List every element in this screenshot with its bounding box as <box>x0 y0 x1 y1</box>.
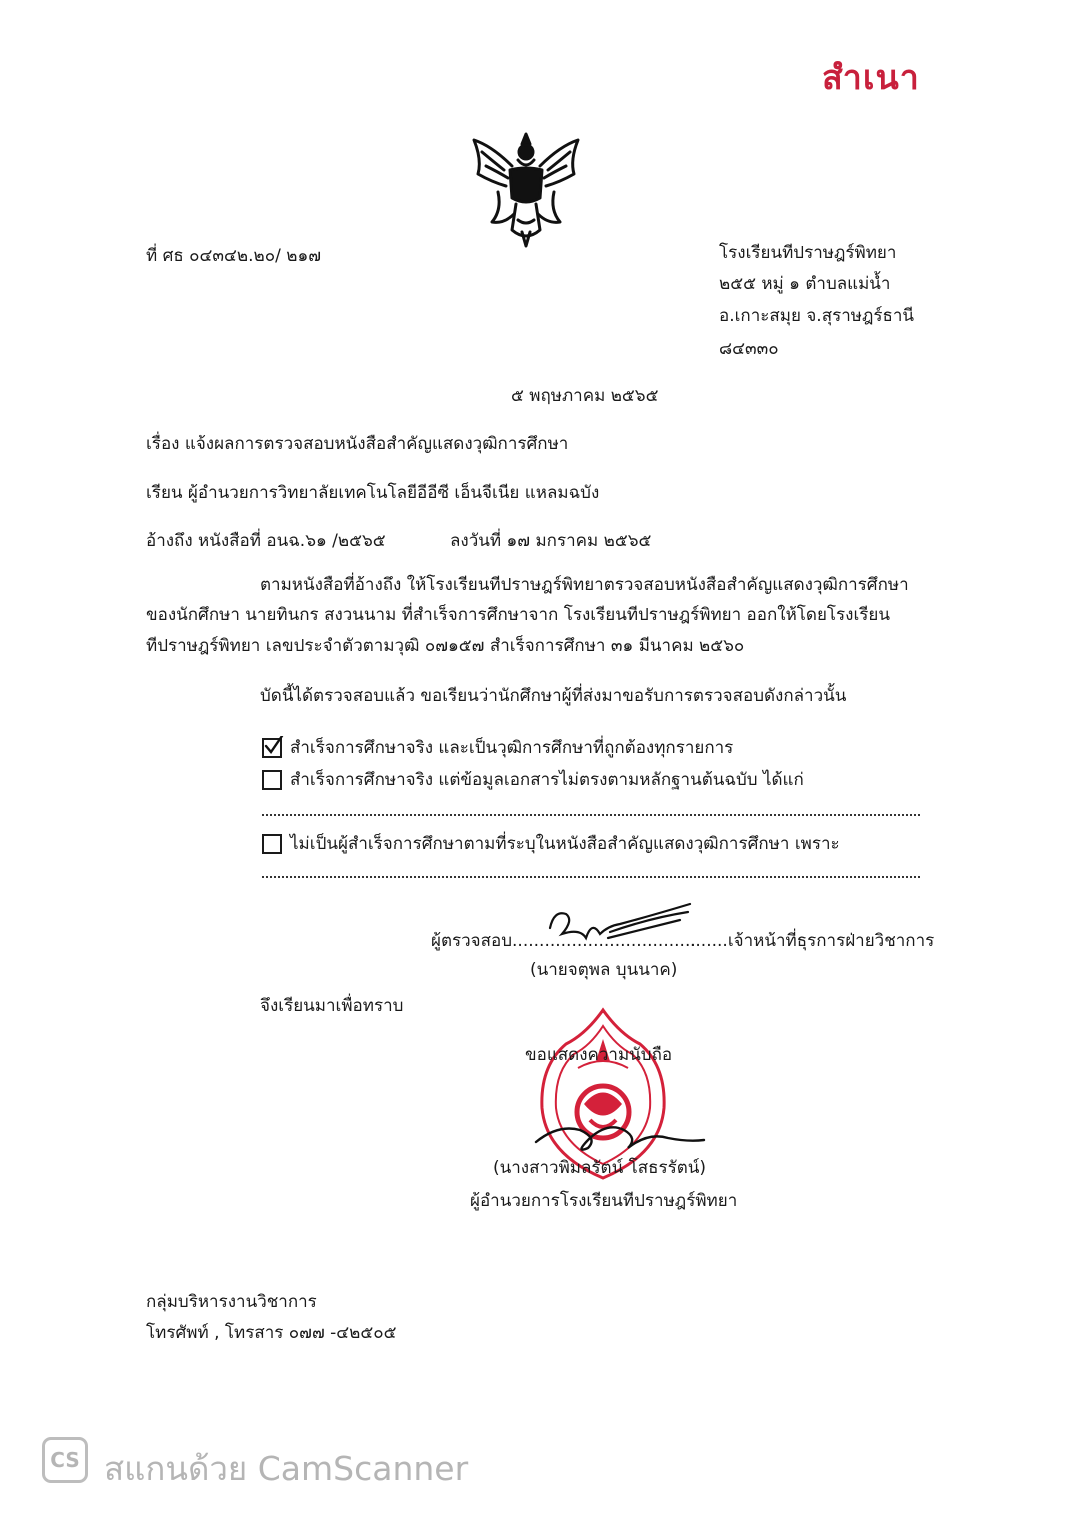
director-title: ผู้อำนวยการโรงเรียนทีปราษฎร์พิทยา <box>470 1191 738 1211</box>
address-line-3: อ.เกาะสมุย จ.สุราษฎร์ธานี <box>719 306 915 326</box>
inspector-position: .......เจ้าหน้าที่ธุรการฝ่ายวิชาการ <box>690 931 935 951</box>
subject-line: เรื่อง แจ้งผลการตรวจสอบหนังสือสำคัญแสดงวุฒิการศึกษา <box>146 434 569 454</box>
closing-text: จึงเรียนมาเพื่อทราบ <box>260 996 404 1016</box>
camscanner-watermark: สแกนด้วย CamScanner <box>104 1449 469 1488</box>
address-postcode: ๘๔๓๓๐ <box>719 339 779 359</box>
inspector-label: ผู้ตรวจสอบ.................................. <box>431 931 696 951</box>
reference-line: อ้างถึง หนังสือที่ อนฉ.๖๑ /๒๕๖๕ <box>146 531 386 551</box>
paragraph-1-line-1: ตามหนังสือที่อ้างถึง ให้โรงเรียนทีปราษฎร์พิทยาตรวจสอบหนังสือสำคัญแสดงวุฒิการศึกษา <box>260 575 909 595</box>
option-3-dotted-line <box>262 876 920 878</box>
department-name: กลุ่มบริหารงานวิชาการ <box>146 1292 317 1312</box>
inspector-signature-icon <box>540 898 700 958</box>
option-1-label: สำเร็จการศึกษาจริง และเป็นวุฒิการศึกษาที่ถูกต้องทุกรายการ <box>290 738 734 758</box>
contact-numbers: โทรศัพท์ , โทรสาร ๐๗๗ -๔๒๕๐๕ <box>146 1323 397 1343</box>
letter-date: ๕ พฤษภาคม ๒๕๖๕ <box>511 386 659 406</box>
option-3-checkbox <box>262 834 282 854</box>
camscanner-logo-icon: CS <box>42 1437 88 1483</box>
paragraph-1-line-2: ของนักศึกษา นายทินกร สงวนนาม ที่สำเร็จการศึกษาจาก โรงเรียนทีปราษฎร์พิทยา ออกให้โดยโรงเรียน <box>146 605 890 625</box>
reference-date: ลงวันที่ ๑๗ มกราคม ๒๕๖๕ <box>450 531 652 551</box>
recipient-line: เรียน ผู้อำนวยการวิทยาลัยเทคโนโลยีอีอีซี เอ็นจีเนีย แหลมฉบัง <box>146 483 600 503</box>
option-3-label: ไม่เป็นผู้สำเร็จการศึกษาตามที่ระบุในหนังสือสำคัญแสดงวุฒิการศึกษา เพราะ <box>290 834 840 854</box>
option-1-checkbox <box>262 738 282 758</box>
paragraph-1-line-3: ทีปราษฎร์พิทยา เลขประจำตัวตามวุฒิ ๐๗๑๕๗ สำเร็จการศึกษา ๓๑ มีนาคม ๒๕๖๐ <box>146 636 745 656</box>
school-name: โรงเรียนทีปราษฎร์พิทยา <box>719 243 897 263</box>
option-2-checkbox <box>262 770 282 790</box>
option-2-dotted-line <box>262 814 920 816</box>
copy-stamp-label: สำเนา <box>822 58 920 98</box>
inspector-name: (นายจตุพล บุนนาค) <box>530 960 678 980</box>
regards-text: ขอแสดงความนับถือ <box>525 1045 673 1065</box>
paragraph-2: บัดนี้ได้ตรวจสอบแล้ว ขอเรียนว่านักศึกษาผู้ที่ส่งมาขอรับการตรวจสอบดังกล่าวนั้น <box>260 686 847 706</box>
director-name: (นางสาวพิมลรัตน์ โสธรรัตน์) <box>493 1158 707 1178</box>
garuda-emblem-icon <box>462 126 590 250</box>
checkmark-icon <box>264 736 284 756</box>
director-signature-icon <box>528 1108 708 1158</box>
option-2-label: สำเร็จการศึกษาจริง แต่ข้อมูลเอกสารไม่ตรงตามหลักฐานต้นฉบับ ได้แก่ <box>290 770 804 790</box>
document-number: ที่ ศธ ๐๔๓๔๒.๒๐/ ๒๑๗ <box>146 246 322 266</box>
address-line-2: ๒๕๕ หมู่ ๑ ตำบลแม่น้ำ <box>719 274 891 294</box>
